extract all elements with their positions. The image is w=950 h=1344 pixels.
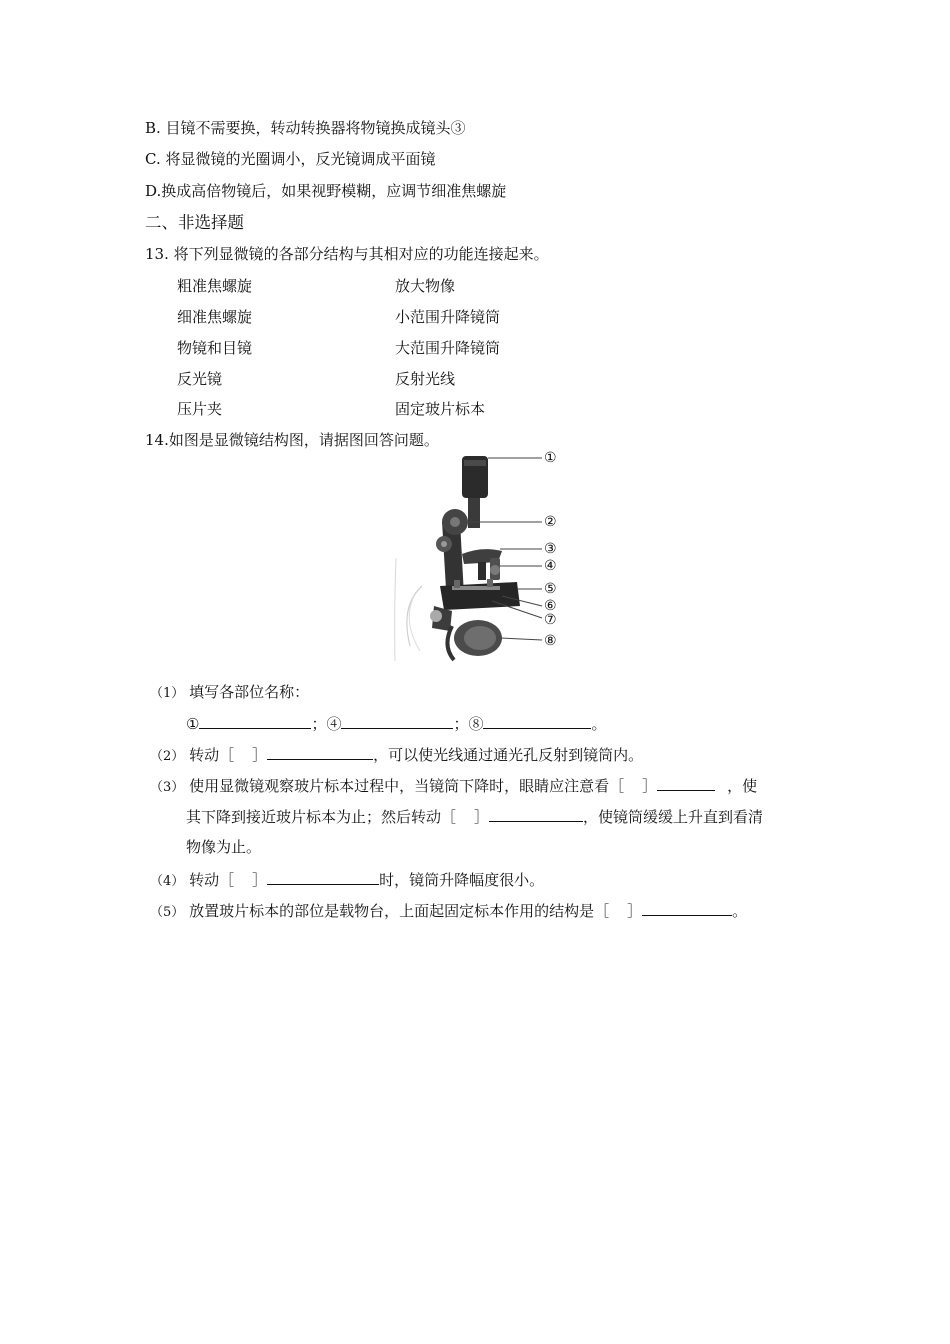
q13-right-item: 固定玻片标本: [395, 400, 486, 418]
figure-label: ①: [544, 450, 557, 466]
part-text: 填写各部位名称：: [189, 683, 310, 701]
answer-blank[interactable]: [483, 713, 591, 729]
q14-part2: [150, 744, 643, 767]
q14-stem: 14.如图是显微镜结构图，请据图回答问题。: [145, 431, 439, 449]
label-1: ①: [186, 715, 200, 733]
part-number: （5）: [150, 905, 185, 920]
part-text: ，使镜筒缓缓上升直到看清: [583, 808, 764, 826]
q14-part5: [150, 900, 747, 923]
bracket-close: ］: [642, 777, 658, 795]
q13-left-item: 物镜和目镜: [177, 339, 253, 357]
answer-blank[interactable]: [341, 713, 453, 729]
q14-part1-answers: [186, 713, 607, 734]
q13-stem: 13. 将下列显微镜的各部分结构与其相对应的功能连接起来。: [145, 245, 549, 263]
q14-part3: [150, 775, 757, 798]
part-number: （2）: [150, 749, 185, 764]
figure-label: ⑥: [544, 598, 557, 614]
part-text: ，可以使光线通过通光孔反射到镜筒内。: [373, 746, 644, 764]
bracket-close: ］: [252, 871, 268, 889]
option-b: B. 目镜不需要换，转动转换器将物镜换成镜头③: [145, 119, 466, 137]
part-text: 转动［: [189, 871, 235, 889]
q13-left-item: 压片夹: [177, 400, 223, 418]
option-c: C. 将显微镜的光圈调小，反光镜调成平面镜: [145, 150, 436, 168]
q13-right-item: 反射光线: [395, 370, 456, 388]
figure-label: ④: [544, 558, 557, 574]
part-number: （3）: [150, 780, 185, 795]
answer-blank[interactable]: [642, 900, 732, 916]
part-number: （1）: [150, 686, 185, 701]
period: 。: [732, 902, 748, 920]
figure-label: ③: [544, 541, 557, 557]
answer-blank[interactable]: [489, 806, 583, 822]
label-8: ；⑧: [453, 715, 484, 733]
q13-left-item: 粗准焦螺旋: [177, 277, 253, 295]
part-text: 使用显微镜观察玻片标本过程中，当镜筒下降时，眼睛应注意看［: [189, 777, 625, 795]
q14-part3-line2: [186, 806, 763, 827]
answer-blank[interactable]: [657, 775, 715, 791]
answer-blank[interactable]: [267, 869, 379, 885]
part-text: 其下降到接近玻片标本为止；然后转动［: [186, 808, 457, 826]
answer-blank[interactable]: [199, 713, 311, 729]
q14-part1: [150, 682, 309, 704]
label-4: ；④: [311, 715, 342, 733]
microscope-figure: [392, 446, 572, 666]
q13-left-item: 细准焦螺旋: [177, 308, 253, 326]
q14-part4: [150, 869, 544, 892]
period: 。: [591, 715, 607, 733]
part-text: 时，镜筒升降幅度很小。: [379, 871, 545, 889]
part-number: （4）: [150, 874, 185, 889]
option-d: D.换成高倍物镜后，如果视野模糊，应调节细准焦螺旋: [145, 182, 507, 200]
part-text: ，使: [727, 777, 758, 795]
figure-label: ②: [544, 514, 557, 530]
figure-label: ⑧: [544, 633, 557, 649]
q13-right-item: 大范围升降镜筒: [395, 339, 501, 357]
bracket-close: ］: [252, 746, 268, 764]
section-title: 二、非选择题: [145, 213, 244, 232]
q13-right-item: 小范围升降镜筒: [395, 308, 501, 326]
answer-blank[interactable]: [267, 744, 373, 760]
part-text: 放置玻片标本的部位是载物台，上面起固定标本作用的结构是［: [189, 902, 610, 920]
q13-left-item: 反光镜: [177, 370, 223, 388]
bracket-close: ］: [474, 808, 490, 826]
q14-part3-line3: 物像为止。: [186, 838, 262, 856]
figure-label: ⑦: [544, 612, 557, 628]
q13-right-item: 放大物像: [395, 277, 456, 295]
figure-label: ⑤: [544, 581, 557, 597]
part-text: 转动［: [189, 746, 235, 764]
bracket-close: ］: [627, 902, 643, 920]
